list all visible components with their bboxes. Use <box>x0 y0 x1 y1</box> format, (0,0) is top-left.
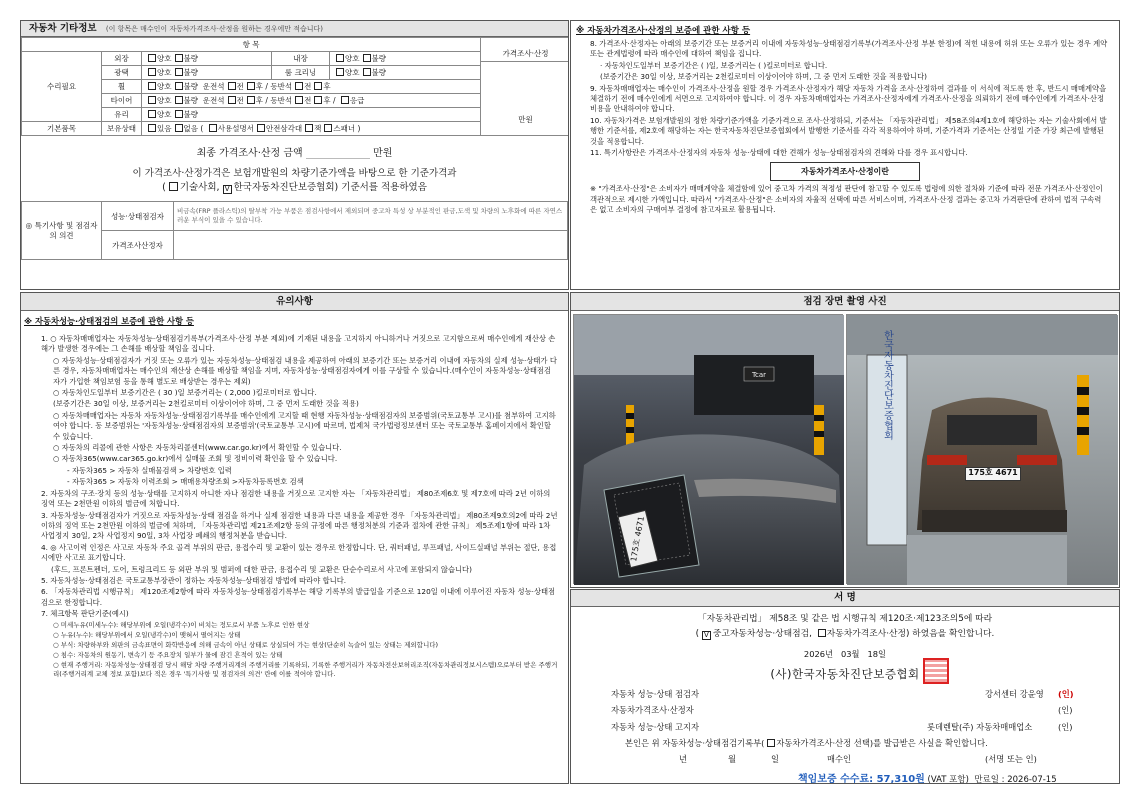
driver-label: 운전석 <box>202 82 225 91</box>
car-rear-image <box>847 315 1118 585</box>
checkbox[interactable] <box>228 96 236 104</box>
checkbox[interactable] <box>175 124 183 132</box>
note-line: ○ 자동차성능·상태점검자가 거짓 또는 오류가 있는 자동차성능·상태점검 내용을 제공하여 아래의 보증기간 또는 보증거리 이내에 자동차의 실제 성능·상태가 다른 경우, 자동차매매업자는 매수인의 재산상 손해를 배상할 책임을 지며, 자동차성능·상태점검자에게 이를 구상할 수 있습니다.(매수인이 자동차성능·상태점검자가 가입한 책임보험 등을 통해 별도로 배상받는 경우는 제외) <box>53 355 557 386</box>
note-line: (보증기간은 30일 이상, 보증거리는 2천킬로미터 이상이어야 하며, 그 중 먼저 도래한 것을 적용) <box>53 399 359 409</box>
checkbox[interactable] <box>175 54 183 62</box>
note-line: 1. ○ 자동차매매업자는 자동차성능·상태점검기록부(가격조사·산정 부분 제외)에 기재된 내용을 고지하지 아니하거나 거짓으로 고지함으로써 매수인에게 재산상 손해가 발생한 경우에는 그 손해를 배상할 책임을 집니다. <box>41 334 556 354</box>
repair-table <box>21 37 569 136</box>
repair-label: 수리필요 <box>22 52 102 122</box>
date-month: 월 <box>728 754 737 764</box>
rear-label: 후 <box>323 82 331 91</box>
row-interior: 내장 <box>272 52 330 66</box>
checkbox[interactable] <box>341 96 349 104</box>
note-line: ○ 부식: 차량하부와 외판의 금속표면이 화학반응에 의해 금속이 아닌 상태로 상실되어 가는 현상(단순히 녹슬어 있는 상태는 제외합니다) <box>53 640 439 649</box>
checkbox[interactable] <box>305 124 313 132</box>
checkbox[interactable] <box>175 82 183 90</box>
sign-day: 18일 <box>867 649 887 659</box>
receipt-line <box>625 737 988 749</box>
notifier-value: 롯데렌탈(주) 자동차매매업소 <box>927 722 1033 732</box>
checkbox[interactable] <box>148 82 156 90</box>
good-label: 양호 <box>345 68 360 77</box>
note-line: - 자동차365 > 자동차 실매물검색 > 차량번호 입력 <box>67 465 232 475</box>
row-glass: 유리 <box>102 108 142 122</box>
spanner-label: 스패너 <box>333 124 356 133</box>
notes-header: 유의사항 <box>21 293 568 311</box>
checkbox[interactable] <box>247 82 255 90</box>
bad-label: 불량 <box>183 68 198 77</box>
row-wheel: 휠 <box>102 80 142 94</box>
plate-text-front: 175호 4671 <box>629 515 646 563</box>
good-label: 양호 <box>345 54 360 63</box>
checkbox[interactable] <box>363 54 371 62</box>
org-seal-icon <box>923 658 949 684</box>
checkbox[interactable] <box>175 110 183 118</box>
bad-label: 불량 <box>371 54 386 63</box>
checkbox[interactable] <box>228 82 236 90</box>
receipt-text-b: 자동차가격조사·산정 선택)를 발급받은 사실을 확인합니다. <box>776 738 988 748</box>
pricing-definition-text: ※ "가격조사·산정"은 소비자가 매매계약을 체결함에 있어 중고차 가격의 적정성 판단에 참고할 수 있도록 법령에 의한 절차와 기준에 따라 전문 가격조사·산정인이 객관적으로 제시한 가액입니다. 따라서 "가격조사·산정"은 소비자의 자율적 선택에 따른 서비스이며, 가격조사·산정 결과는 중고차 가격판단에 관하여 법적 구속력은 없고 소비자의 구매여부 결정에 참고자료로 활용됩니다. <box>590 184 1103 215</box>
triangle-label: 안전삼각대 <box>265 124 303 133</box>
pricer-label: 자동차가격조사·산정자 <box>611 705 694 715</box>
note-line: ○ 미세누유(미세누수): 해당부위에 오일(냉각수)이 비치는 정도로서 부품 노후로 인한 현상 <box>53 620 310 629</box>
inspector-value: 강서센터 강윤영 <box>985 689 1044 699</box>
basis-line2: ( 기술사회, V 한국자동차진단보증협회) 기준서를 적용하였음 <box>162 182 427 193</box>
checkbox[interactable] <box>363 68 371 76</box>
price-unit: 만원 <box>518 115 533 124</box>
no-label: 없음 <box>183 124 198 133</box>
good-label: 양호 <box>157 82 172 91</box>
check-option-a: 중고자동차성능·상태점검, <box>712 629 812 639</box>
check-option-b: 자동차가격조사·산정) 하였음을 확인합니다. <box>826 629 995 639</box>
guarantee-item: 10. 자동차가격은 보험개발원의 정한 차량기준가액을 기준가격으로 조사·산정하되, 기준서는 「자동차관리법」 제58조의4제1호에 해당하는 자는 기술사회에서 발행한 기준서를, 제2호에 해당하는 자는 한국자동차진단보증협회에서 발행한 기준서를 각각 적용하여야 하며, 기준가격과 기준서는 산정일 기준 가장 최근에 발행된 것을 적용합니다. <box>590 115 1107 146</box>
checkbox[interactable] <box>209 124 217 132</box>
good-label: 양호 <box>157 110 172 119</box>
note-line: 4. ◎ 사고이력 인정은 사고로 자동차 주요 골격 부위의 판금, 용접수리 및 교환이 있는 경우로 한정합니다. 단, 쿼터패널, 루프패널, 사이드실패널 부위는 절단, 용접 시에만 사고로 표기합니다. <box>41 542 557 563</box>
final-price-row <box>21 144 568 159</box>
note-line: ○ 자동차365(www.car365.go.kr)에서 실매물 조회 및 정비이력 확인을 할 수 있습니다. <box>53 454 338 464</box>
row-exterior: 외장 <box>102 52 142 66</box>
date-year: 년 <box>679 754 688 764</box>
date-day: 일 <box>771 754 780 764</box>
pricer-seal: (인) <box>1058 705 1073 715</box>
inspection-photo-front <box>573 314 843 584</box>
vehicle-info-title: 자동차 기타정보 <box>29 23 97 34</box>
note-line: 7. 체크항목 판단기준(예시) <box>41 609 129 619</box>
checkbox[interactable] <box>314 96 322 104</box>
notes-list <box>21 330 568 679</box>
inspector-label: 자동차 성능·상태 점검자 <box>611 689 700 699</box>
notifier-label: 자동차 성능·상태 고지자 <box>611 722 700 732</box>
receipt-text-a: 본인은 위 자동차성능·상태점검기록부( <box>625 738 765 748</box>
note-line: 2. 자동차의 구조·장치 등의 성능·상태를 고지하지 아니한 자나 점검한 내용을 거짓으로 고지한 자는 「자동차관리법」 제80조제6호 및 제7호에 따라 2년 이하의 징역 또는 2천만원 이하의 벌금에 처합니다. <box>41 488 551 509</box>
good-label: 양호 <box>157 68 172 77</box>
note-line: ○ 누유(누수): 해당부위에서 오일(냉각수)이 맺혀서 떨어지는 상태 <box>53 630 241 639</box>
signature-date <box>571 648 1119 660</box>
col-item-header: 항 목 <box>22 38 481 52</box>
note-line: 5. 자동차성능·상태점검은 국토교통부장관이 정하는 자동차성능·상태점검 방법에 따라야 합니다. <box>41 575 347 585</box>
guarantee-item: 9. 자동차매매업자는 매수인이 가격조사·산정을 원할 경우 가격조사·산정자가 해당 자동차 가격을 조사·산정하여 결과를 이 서식에 적도록 한 후, 반드시 매매계약을 체결하기 전에 매수인에게 서면으로 고지하여야 합니다. 이 경우 자동차매매업자는 가격조사·산정자에게 가격조사·산정을 의뢰하기 전에 매수인에게 가격조사·산정 비용을 안내하여야 합니다. <box>590 83 1107 114</box>
checkbox[interactable] <box>336 54 344 62</box>
front-label: 전 <box>236 96 244 105</box>
good-label: 양호 <box>157 96 172 105</box>
final-price-unit: 만원 <box>373 148 393 159</box>
notes-panel <box>20 292 569 784</box>
basis-text <box>21 167 568 195</box>
checkbox[interactable] <box>314 82 322 90</box>
gloss-checks <box>142 66 272 80</box>
bad-label: 불량 <box>183 110 198 119</box>
checkbox[interactable] <box>148 54 156 62</box>
checkbox[interactable] <box>295 96 303 104</box>
special-label: ◎ 특기사항 및 점검자의 의견 <box>22 202 102 260</box>
vehicle-info-panel <box>20 20 569 290</box>
exterior-checks <box>142 52 272 66</box>
holding-checks: 있음 없음 ( 사용설명서 안전삼각대 잭 스패너 ) <box>142 122 481 136</box>
guarantee-item: 8. 가격조사·산정자는 아래의 보증기간 또는 보증거리 이내에 자동차성능·상태점검기록부(가격조사·산정 부분 한정)에 적힌 내용에 허위 또는 오류가 있는 경우 계약 또는 관계법령에 따라 매수인에 대하여 책임을 집니다. <box>590 39 1108 59</box>
note-line: - 자동차365 > 자동차 이력조회 > 매매용차량조회 >자동차등록번호 검색 <box>67 477 304 487</box>
checkbox[interactable] <box>324 124 332 132</box>
guarantee-item: (보증기간은 30일 이상, 보증거리는 2천킬로미터 이상이어야 하며, 그 중 먼저 도래한 것을 적용합니다) <box>600 72 927 82</box>
expiry-date: 만료일 : 2026-07-15 <box>974 775 1057 784</box>
fee-line <box>798 770 1057 784</box>
checkbox[interactable] <box>175 96 183 104</box>
front-label: 전 <box>304 96 312 105</box>
checkbox-checked[interactable]: V <box>223 185 232 194</box>
sign-month: 03월 <box>840 649 860 659</box>
glass-checks <box>142 108 481 122</box>
pricer-opinion <box>174 231 568 260</box>
booth-text: 한국자동차진단보증협회 <box>881 330 893 440</box>
good-label: 양호 <box>157 54 172 63</box>
tire-checks: 양호 불량 운전석 전 후 / 동반석 전 후 / 응급 <box>142 94 481 108</box>
inspector-seal-icon: (인) <box>1058 689 1074 699</box>
rear-label: 후 <box>255 82 264 91</box>
photos-panel <box>570 292 1120 588</box>
checkbox[interactable] <box>148 68 156 76</box>
rear-label: 후 <box>323 96 331 105</box>
signature-check-line: ( V 중고자동차성능·상태점검, 자동차가격조사·산정) 하였음을 확인합니다. <box>695 629 995 639</box>
signature-org: (사)한국자동차진단보증협회 <box>770 667 920 681</box>
signature-law-line: 「자동차관리법」 제58조 및 같은 법 시행규칙 제120조·제123조의5에 따라 <box>697 614 993 624</box>
fee-label: 책임보증 수수료: 57,310원 <box>798 774 925 784</box>
front-label: 전 <box>236 82 244 91</box>
special-table <box>21 201 568 260</box>
fee-vat: (VAT 포함) <box>927 775 969 784</box>
checkbox[interactable] <box>295 82 303 90</box>
checkbox[interactable] <box>175 68 183 76</box>
row-tire: 타이어 <box>102 94 142 108</box>
driver-label: 운전석 <box>202 96 225 105</box>
guarantee-title: ※ 자동차가격조사·산정의 보증에 관한 사항 등 <box>576 26 751 36</box>
pricing-definition-box-title: 자동차가격조사·산정이란 <box>770 162 920 181</box>
inspection-photo-rear <box>846 314 1117 584</box>
note-line: 3. 자동차성능·상태점검자가 거짓으로 자동차성능·상태 점검을 하거나 실제 점검한 내용과 다른 내용을 제공한 경우 「자동차관리법」 제80조제9호의2에 따라 2년 이하의 징역 또는 2천만원 이하의 벌금에 처하며, 「자동차관리법 제21조제2항 등의 규정에 따른 행정처분의 기준과 절차에 관한 규칙」 제5조제1항에 따라 1차 사업정지 30일, 2차 사업정지 90일, 3차 사업장 폐쇄의 행정처분을 받습니다. <box>41 510 558 541</box>
jack-label: 잭 <box>314 124 322 133</box>
notes-section-title: ※ 자동차성능·상태점검의 보증에 관한 사항 등 <box>24 316 194 326</box>
guarantee-panel <box>570 20 1120 290</box>
checkbox[interactable] <box>247 96 255 104</box>
notifier-seal: (인) <box>1058 722 1073 732</box>
rear-label: 후 <box>255 96 264 105</box>
inspector-opinion: 비금속(FRP 플라스틱)의 탈부착 가능 부품은 점검사항에서 제외되며 중고차 특성 상 부분적인 판금,도색 및 차량의 노후화에 따른 자연스러운 부식이 있을 수 있습니다. <box>174 202 568 231</box>
yes-label: 있음 <box>157 124 172 133</box>
sign-text: Tcar <box>751 371 767 379</box>
guarantee-items <box>576 39 1114 158</box>
checkbox[interactable] <box>169 182 178 191</box>
guarantee-item: · 자동차인도일부터 보증기간은 ( )일, 보증거리는 ( )킬로미터로 합니다. <box>600 60 828 70</box>
manual-label: 사용설명서 <box>217 124 254 133</box>
row-room-clean: 룸 크리닝 <box>272 66 330 80</box>
bad-label: 불량 <box>183 54 198 63</box>
note-line: ○ 자동차인도일부터 보증기간은 ( 30 )일 보증거리는 ( 2,000 )킬로미터로 합니다. <box>53 388 317 398</box>
note-line: ○ 현재 주행거리: 자동차성능·상태점검 당시 해당 차량 주행거리계의 주행거리를 기록하되, 기록한 주행거리가 자동차전산보허리조직(자동차관리정보시스템)으로부터 받은 주행거리(주행거리계 교체 정보 포함)보다 적은 경우 '특기사항 및 점검자의 의견' 란에 이를 적어야 합니다. <box>53 660 558 678</box>
checkbox[interactable] <box>818 629 826 637</box>
emergency-label: 응급 <box>349 96 365 105</box>
checkbox-checked[interactable]: V <box>702 631 711 640</box>
sign-year: 2026년 <box>803 649 834 659</box>
row-gloss: 광택 <box>102 66 142 80</box>
wheel-checks: 양호 불량 운전석 전 후 / 동반석 전 후 <box>142 80 481 94</box>
interior-checks <box>330 52 481 66</box>
note-line: ○ 자동차매매업자는 자동차 자동차성능·상태점검기록부를 매수인에게 고지할 때 현행 자동차성능·상태점검자의 보증범위(국토교통부 고시)를 첨부하여 고지하여야 합니다. 동 보증범위는 '자동차성능·상태점검자의 보증범위'(국토교통부 고시)에 따르며, 법제처 국가법령정보센터 또는 국토교통부 홈페이지에서 확인할 수 있습니다. <box>53 410 556 441</box>
photos-header: 점검 장면 촬영 사진 <box>571 293 1119 311</box>
pricer-label: 가격조사산정자 <box>102 231 174 260</box>
final-price-label: 최종 가격조사·산정 금액 <box>196 148 303 159</box>
row-basic-items: 기본품목 <box>22 122 102 136</box>
buyer-label: 매수인 <box>827 754 852 764</box>
bad-label: 불량 <box>371 68 386 77</box>
note-line: 6. 「자동차관리법 시행규칙」 제120조제2항에 따라 자동차성능·상태점검기록부는 해당 기록부의 발급일을 기준으로 120일 이내에 이루어진 자동차 성능·상태점검으로 한정합니다. <box>41 587 556 607</box>
checkbox[interactable] <box>336 68 344 76</box>
passenger-label: 동반석 <box>270 82 293 91</box>
col-price-header: 가격조사·산정 <box>481 48 569 62</box>
car-front-image <box>574 315 844 585</box>
checkbox[interactable] <box>257 124 265 132</box>
checkbox[interactable] <box>148 110 156 118</box>
signature-header: 서 명 <box>571 590 1119 607</box>
checkbox[interactable] <box>148 124 156 132</box>
checkbox[interactable] <box>148 96 156 104</box>
basis-line1: 이 가격조사·산정가격은 보험개발원의 차량기준가액을 바탕으로 한 기준가격과 <box>132 168 457 179</box>
passenger-label: 동반석 <box>270 96 293 105</box>
note-line: (후드, 프론트펜더, 도어, 트렁크리드 등 외판 부위 및 범퍼에 대한 판금, 용접수리 및 교환은 단순수리로서 사고에 포함되지 않습니다) <box>51 564 472 574</box>
front-label: 전 <box>304 82 312 91</box>
basis-option-a: 기술사회, <box>179 182 220 193</box>
signature-panel <box>570 589 1120 784</box>
bad-label: 불량 <box>183 96 198 105</box>
checkbox[interactable] <box>767 739 775 747</box>
guarantee-item: 11. 특기사항란은 가격조사·산정자의 자동차 성능·상태에 대한 견해가 성능·상태점검자의 견해와 다를 경우 표시합니다. <box>590 148 968 158</box>
row-holding: 보유상태 <box>102 122 142 136</box>
note-line: ○ 자동차의 리콜에 관한 사항은 자동차리콜센터(www.car.go.kr)에서 확인할 수 있습니다. <box>53 443 342 453</box>
final-price-input[interactable] <box>306 145 370 159</box>
price-cell <box>481 38 569 136</box>
note-line: ○ 침수: 자동차의 원동기, 변속기 등 주요장치 일부가 물에 잠긴 흔적이 있는 상태 <box>53 650 283 659</box>
room-clean-checks <box>330 66 481 80</box>
bad-label: 불량 <box>183 82 198 91</box>
vehicle-info-subtitle: (이 항목은 매수인이 자동차가격조사·산정을 원하는 경우에만 적습니다) <box>105 25 323 33</box>
buyer-sign: (서명 또는 인) <box>985 754 1037 764</box>
plate-rear: 175호 4671 <box>965 467 1021 481</box>
inspector-label: 성능·상태점검자 <box>102 202 174 231</box>
vehicle-info-header <box>21 21 568 37</box>
basis-option-b: 한국자동차진단보증협회) 기준서를 적용하였음 <box>233 182 427 193</box>
